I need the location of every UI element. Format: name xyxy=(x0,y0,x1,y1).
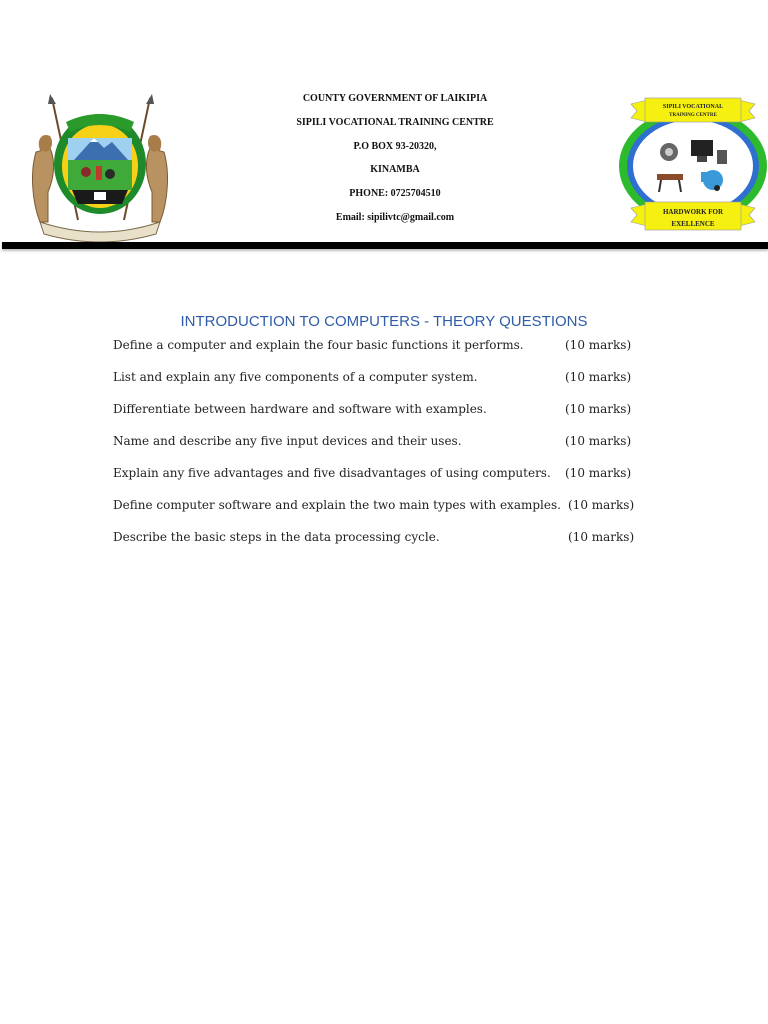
postal-address: P.O BOX 93-20320, xyxy=(353,140,437,152)
county-name: COUNTY GOVERNMENT OF LAIKIPIA xyxy=(302,93,488,104)
laikipia-coat-of-arms-icon xyxy=(26,92,174,244)
question-text: Differentiate between hardware and software with examples. xyxy=(113,402,487,416)
letterhead-header xyxy=(0,0,768,250)
centre-name: SIPILI VOCATIONAL TRAINING CENTRE xyxy=(296,116,494,128)
svg-text:SIPILI VOCATIONAL: SIPILI VOCATIONAL xyxy=(662,104,724,110)
question-marks: (10 marks) xyxy=(568,498,635,512)
question-item xyxy=(113,336,653,368)
svg-text:HARDWORK FOR: HARDWORK FOR xyxy=(662,208,724,216)
question-item xyxy=(113,496,653,528)
question-item xyxy=(113,432,653,464)
question-item xyxy=(113,528,653,560)
question-text: List and explain any five components of a computer system. xyxy=(113,370,478,384)
question-marks: (10 marks) xyxy=(568,530,635,544)
phone-number: PHONE: 0725704510 xyxy=(349,188,441,200)
town: KINAMBA xyxy=(370,164,420,176)
question-text: Describe the basic steps in the data processing cycle. xyxy=(113,530,440,544)
question-text: Define a computer and explain the four basic functions it performs. xyxy=(113,338,524,352)
institution-details xyxy=(245,92,545,235)
question-marks: (10 marks) xyxy=(565,466,632,480)
question-marks: (10 marks) xyxy=(565,402,632,416)
email-address: Email: sipilivtc@gmail.com xyxy=(335,211,455,223)
question-marks: (10 marks) xyxy=(565,338,632,352)
question-text: Name and describe any five input devices and their uses. xyxy=(113,434,462,448)
question-text: Explain any five advantages and five disadvantages of using computers. xyxy=(113,466,551,480)
page-title: INTRODUCTION TO COMPUTERS - THEORY QUESTIONS xyxy=(180,313,588,330)
header-divider xyxy=(2,242,768,249)
question-item xyxy=(113,464,653,496)
question-text: Define computer software and explain the two main types with examples. xyxy=(113,498,561,512)
question-list xyxy=(113,336,653,560)
question-marks: (10 marks) xyxy=(565,434,632,448)
question-marks: (10 marks) xyxy=(565,370,632,384)
question-item xyxy=(113,368,653,400)
question-item xyxy=(113,400,653,432)
svg-text:EXELLENCE: EXELLENCE xyxy=(671,220,715,228)
vtc-machinery-badge-icon xyxy=(617,96,768,234)
svg-text:TRAINING CENTRE: TRAINING CENTRE xyxy=(669,113,717,118)
